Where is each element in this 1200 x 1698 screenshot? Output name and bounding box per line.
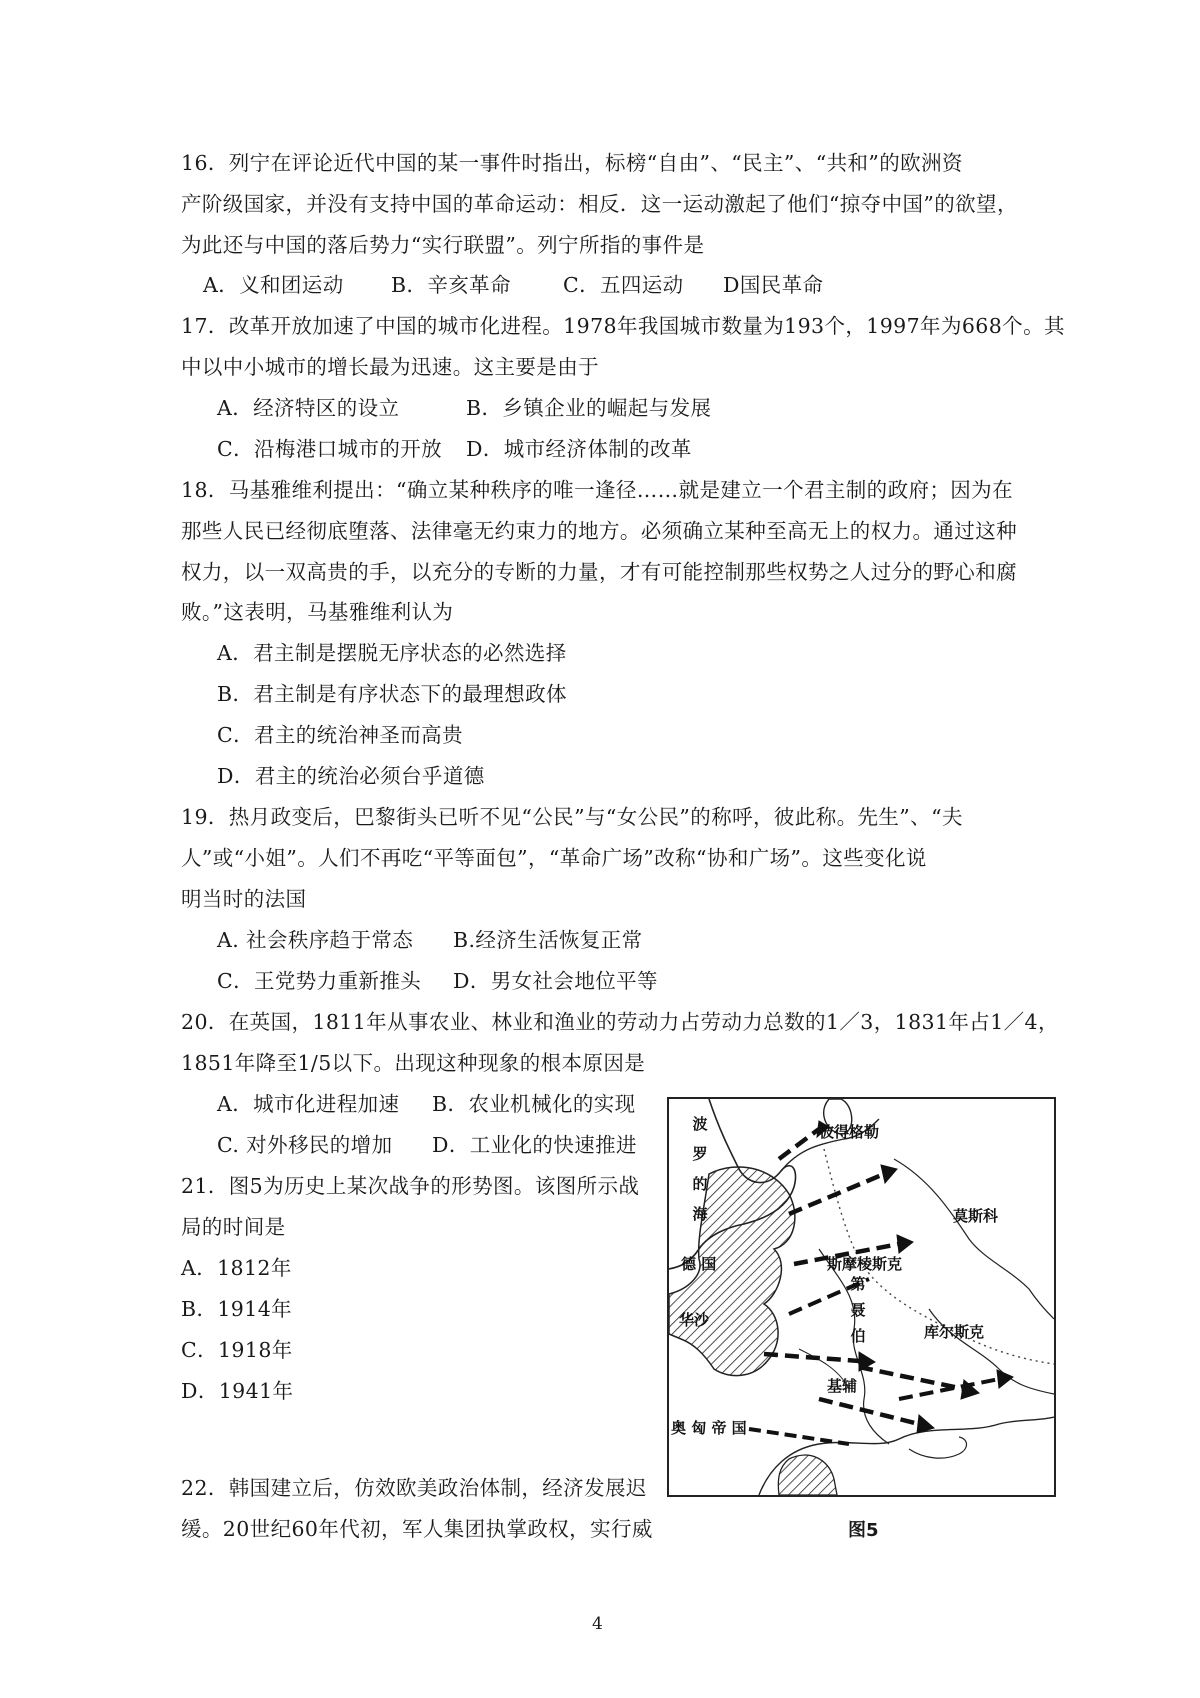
q16-option-b: B．辛亥革命: [391, 273, 511, 297]
q20-option-a: A．城市化进程加速: [217, 1092, 400, 1116]
q17-line-2: 中以中小城市的增长最为迅速。这主要是由于: [181, 355, 599, 379]
q17-options-2: [217, 436, 692, 462]
q21-option-d: D．1941年: [181, 1379, 294, 1403]
q16-options: [203, 272, 823, 298]
q17-option-c: C．沿梅港口城市的开放: [217, 437, 443, 461]
q16-option-d: D国民革命: [723, 273, 824, 297]
map-label-germany: 德 国: [681, 1255, 717, 1273]
q19-line-3: 明当时的法国: [181, 887, 307, 911]
map-label-baltic: 波 罗 的 海: [692, 1115, 708, 1223]
q17-option-d: D．城市经济体制的改革: [466, 437, 692, 461]
q19-option-d: D．男女社会地位平等: [453, 969, 658, 993]
q18-line-2: 那些人民已经彻底堕落、法律毫无约束力的地方。必须确立某种至高无上的权力。通过这种: [181, 519, 1017, 543]
q21-line-2: 局的时间是: [181, 1215, 286, 1239]
map-label-kiev: 基辅: [827, 1377, 858, 1395]
q18-option-c: C．君主的统治神圣而高贵: [217, 723, 463, 747]
q19-options-2: [217, 968, 658, 994]
map-label-petersburg: 彼得格勒: [819, 1123, 880, 1141]
river-volga: [894, 1159, 1054, 1319]
map-label-moscow: 莫斯科: [953, 1207, 999, 1225]
q19-line-2: 人”或“小姐”。人们不再吃“平等面包”，“革命广场”改称“协和广场”。这些变化说: [181, 846, 927, 870]
q18-option-a: A．君主制是摆脱无序状态的必然选择: [217, 641, 567, 665]
q17-line-1: 17．改革开放加速了中国的城市化进程。1978年我国城市数量为193个，1997年为668个。其: [181, 314, 1065, 338]
q19-option-a: A. 社会秩序趋于常态: [217, 928, 414, 952]
q22-line-2: 缓。20世纪60年代初，军人集团执掌政权，实行威: [181, 1517, 653, 1541]
map-label-empire: 奥 匈 帝 国: [671, 1419, 747, 1437]
southern-occupied-area: [778, 1455, 837, 1495]
q18-option-d: D．君主的统治必须台乎道德: [217, 764, 485, 788]
q16-line-1: 16．列宁在评论近代中国的某一事件时指出，标榜“自由”、“民主”、“共和”的欧洲资: [181, 151, 963, 175]
q18-line-4: 败。”这表明，马基雅维利认为: [181, 600, 454, 624]
crimea: [909, 1437, 967, 1458]
q21-option-c: C．1918年: [181, 1338, 293, 1362]
page-number: 4: [592, 1614, 603, 1634]
offensive-arrows: [749, 1121, 1013, 1444]
q20-options-1: [217, 1091, 636, 1117]
q21-option-a: A．1812年: [181, 1256, 292, 1280]
q20-option-b: B．农业机械化的实现: [432, 1092, 636, 1116]
q16-option-a: A．义和团运动: [203, 273, 344, 297]
map-caption: 图5: [848, 1520, 879, 1541]
q22-line-1: 22．韩国建立后，仿效欧美政治体制，经济发展迟: [181, 1476, 647, 1500]
q20-options-2: [217, 1132, 637, 1158]
q20-line-1: 20．在英国，1811年从事农业、林业和渔业的劳动力占劳动力总数的1／3，1831年占1／4，: [181, 1010, 1059, 1034]
q17-options-1: [217, 395, 711, 421]
q16-option-c: C．五四运动: [563, 273, 684, 297]
q16-line-3: 为此还与中国的落后势力“实行联盟”。列宁所指的事件是: [181, 233, 705, 257]
q18-line-3: 权力，以一双高贵的手，以充分的专断的力量，才有可能控制那些权势之人过分的野心和腐: [181, 560, 1017, 584]
q19-option-c: C．王党势力重新推头: [217, 969, 422, 993]
q19-line-1: 19．热月政变后，巴黎街头已听不见“公民”与“女公民”的称呼，彼此称。先生”、“夫: [181, 805, 963, 829]
map-label-kursk: 库尔斯克: [924, 1323, 985, 1341]
map-label-warsaw: 华沙: [679, 1311, 710, 1329]
q21-line-1: 21．图5为历史上某次战争的形势图。该图所示战: [181, 1174, 640, 1198]
q16-line-2: 产阶级国家，并没有支持中国的革命运动：相反．这一运动激起了他们“掠夺中国”的欲望，: [181, 192, 1018, 216]
q19-option-b: B.经济生活恢复正常: [453, 928, 643, 952]
war-situation-map: [667, 1097, 1056, 1497]
q21-option-b: B．1914年: [181, 1297, 293, 1321]
q20-line-2: 1851年降至1/5以下。出现这种现象的根本原因是: [181, 1051, 646, 1075]
q19-options-1: [217, 927, 643, 953]
q17-option-a: A．经济特区的设立: [217, 396, 400, 420]
map-label-smolensk: 斯摩棱斯克: [827, 1255, 903, 1273]
map-label-dnieper: 第 聂 伯: [850, 1275, 866, 1345]
q18-option-b: B．君主制是有序状态下的最理想政体: [217, 682, 567, 706]
q18-line-1: 18．马基雅维利提出：“确立某种秩序的唯一逢径……就是建立一个君主制的政府；因为在: [181, 478, 1013, 502]
q17-option-b: B．乡镇企业的崛起与发展: [466, 396, 712, 420]
q20-option-c: C. 对外移民的增加: [217, 1133, 393, 1157]
q20-option-d: D．工业化的快速推进: [432, 1133, 637, 1157]
